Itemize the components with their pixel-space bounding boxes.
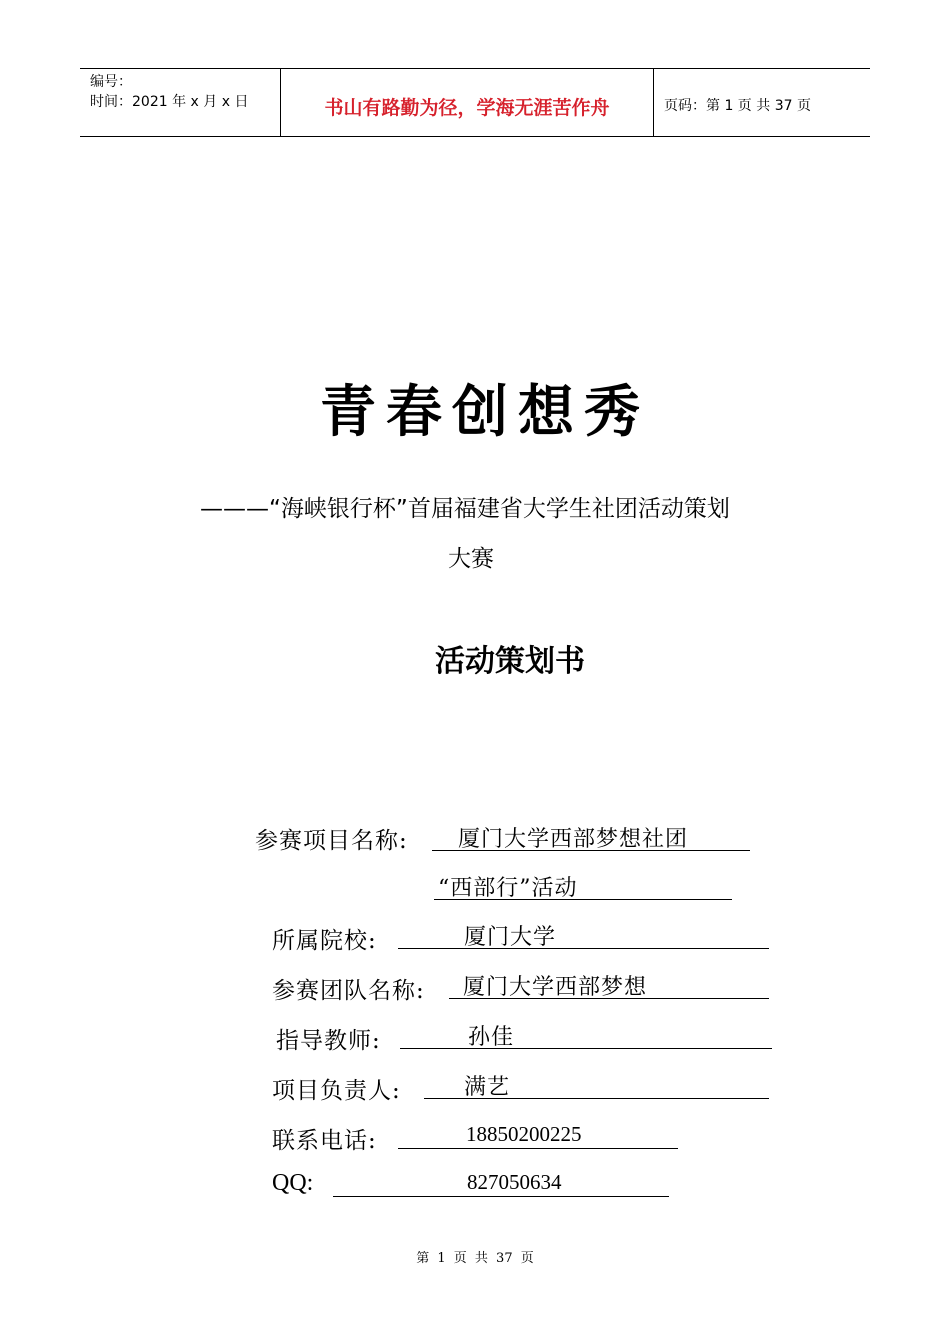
phone-field bbox=[398, 1120, 678, 1149]
qq-label: QQ: bbox=[272, 1170, 314, 1196]
main-title: 青春创想秀 bbox=[320, 379, 650, 445]
advisor-label: 指导教师: bbox=[276, 1028, 381, 1054]
phone-label: 联系电话: bbox=[272, 1128, 377, 1154]
header-page-info: 页码：第 1 页 共 37 页 bbox=[664, 98, 811, 114]
project-name-value-line2: “西部行”活动 bbox=[438, 876, 578, 901]
header-page-cell bbox=[654, 69, 870, 136]
page-footer: 第 1 页 共 37 页 bbox=[416, 1251, 534, 1266]
project-name-line1-field bbox=[432, 822, 750, 851]
school-value: 厦门大学 bbox=[464, 925, 557, 950]
header-meta-cell bbox=[80, 69, 281, 136]
subtitle-line2: 大赛 bbox=[448, 546, 494, 572]
qq-value: 827050634 bbox=[467, 1170, 562, 1194]
qq-field bbox=[333, 1168, 669, 1197]
leader-label: 项目负责人: bbox=[272, 1078, 401, 1104]
school-field bbox=[398, 920, 769, 949]
subtitle-line1: ———“海峡银行杯”首届福建省大学生社团活动策划 bbox=[200, 496, 730, 522]
number-label: 编号： bbox=[90, 74, 132, 90]
document-type-heading: 活动策划书 bbox=[435, 644, 585, 679]
team-name-field bbox=[449, 970, 769, 999]
team-name-value: 厦门大学西部梦想 bbox=[463, 975, 648, 1000]
school-label: 所属院校: bbox=[272, 928, 377, 954]
leader-value: 满艺 bbox=[464, 1075, 511, 1100]
header-motto-cell bbox=[281, 69, 654, 136]
project-name-label: 参赛项目名称: bbox=[255, 828, 408, 854]
project-name-line2-field bbox=[434, 871, 732, 900]
leader-field bbox=[424, 1070, 769, 1099]
advisor-value: 孙佳 bbox=[468, 1025, 515, 1050]
time-label: 时间：2021 年 x 月 x 日 bbox=[90, 94, 249, 110]
document-header bbox=[80, 68, 870, 137]
phone-value: 18850200225 bbox=[466, 1122, 582, 1146]
header-motto: 书山有路勤为径，学海无涯苦作舟 bbox=[324, 97, 610, 119]
project-name-value-line1: 厦门大学西部梦想社团 bbox=[458, 827, 689, 852]
team-name-label: 参赛团队名称: bbox=[272, 978, 425, 1004]
advisor-field bbox=[400, 1020, 772, 1049]
